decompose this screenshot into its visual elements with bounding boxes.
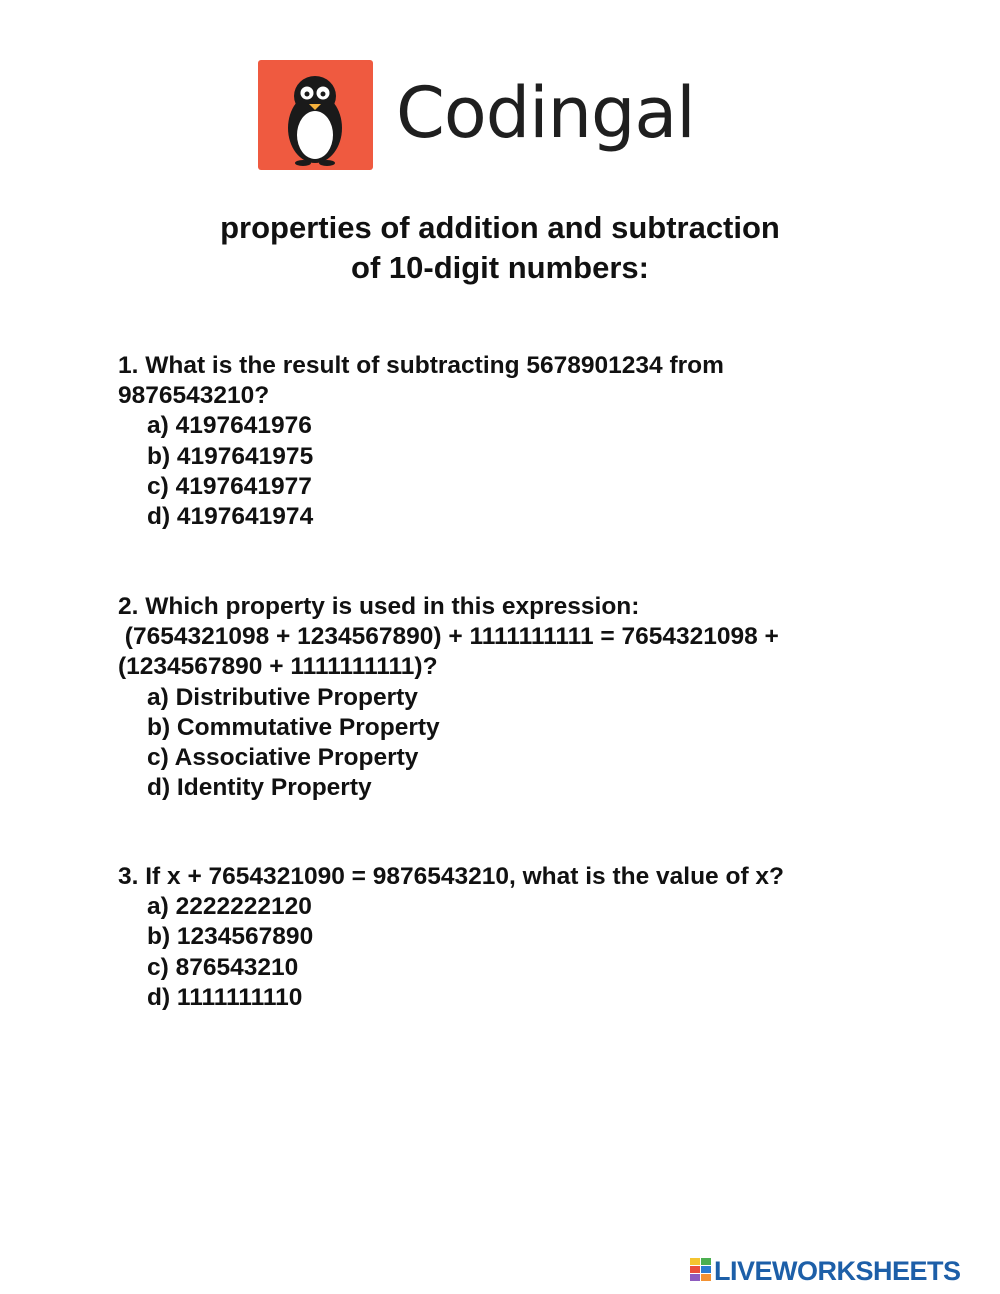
option-a: a) Distributive Property	[147, 683, 418, 711]
option-c: c) 876543210	[147, 953, 299, 981]
option-b: b) 1234567890	[147, 923, 314, 951]
option-d: d) 1111111110	[147, 983, 303, 1011]
penguin-icon	[258, 60, 373, 170]
option-list	[118, 683, 878, 804]
question-line: 3. If x + 7654321090 = 9876543210, what is the value of x?	[118, 863, 784, 890]
liveworksheets-logo	[690, 1256, 990, 1286]
title-line-1: properties of addition and subtraction	[220, 210, 780, 245]
question-line: 1. What is the result of subtracting 5678901234 from	[118, 352, 724, 379]
option-d: d) Identity Property	[147, 774, 372, 802]
option-a: a) 4197641976	[147, 412, 312, 440]
option-a: a) 2222222120	[147, 893, 312, 921]
title-line-2: of 10-digit numbers:	[351, 250, 649, 285]
question-2	[118, 592, 878, 803]
option-d: d) 4197641974	[147, 503, 314, 531]
option-b: b) Commutative Property	[147, 713, 440, 741]
logo-wordmark: Codingal	[396, 72, 695, 154]
question-line: 2. Which property is used in this expression:	[118, 593, 640, 620]
question-3	[118, 862, 878, 1013]
question-text	[118, 592, 878, 683]
option-b: b) 4197641975	[147, 442, 314, 470]
question-text	[118, 862, 878, 892]
question-line: (1234567890 + 1111111111)?	[118, 653, 438, 681]
option-list	[118, 892, 878, 1013]
option-list	[118, 411, 878, 532]
liveworksheets-wordmark: LIVEWORKSHEETS	[714, 1256, 961, 1286]
option-c: c) Associative Property	[147, 744, 419, 772]
question-line: 9876543210?	[118, 382, 270, 410]
worksheet-title	[0, 208, 1000, 288]
question-line: (7654321098 + 1234567890) + 1111111111 = 7654321098 +	[118, 623, 779, 651]
question-text	[118, 351, 878, 411]
question-1	[118, 351, 878, 532]
option-c: c) 4197641977	[147, 472, 312, 500]
liveworksheets-icon	[690, 1258, 712, 1282]
codingal-logo	[258, 60, 698, 170]
